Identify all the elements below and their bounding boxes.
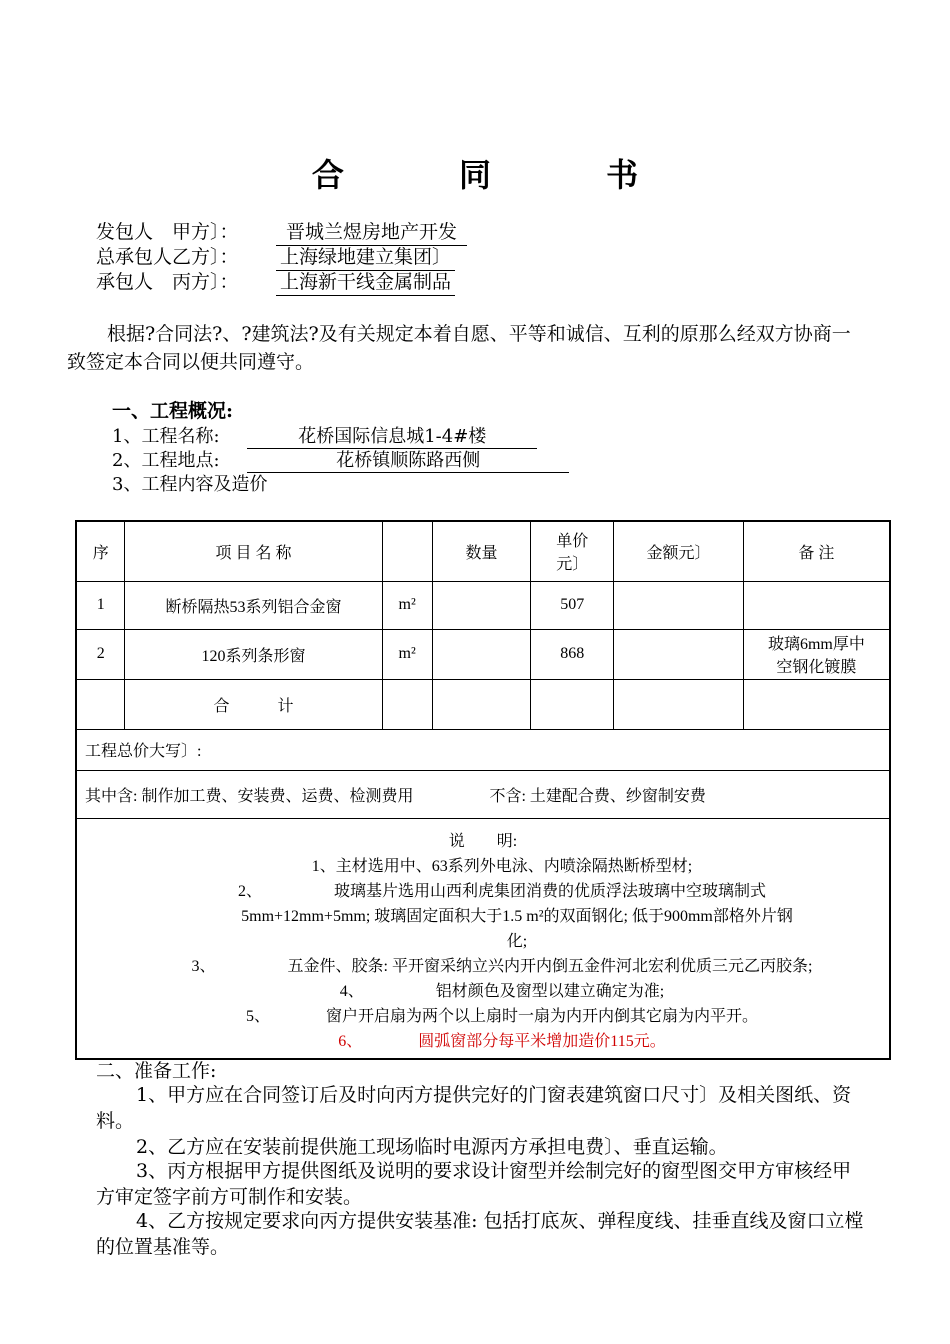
table-row: 2 120系列条形窗 m² 868 玻璃6mm厚中 空钢化镀膜 <box>76 629 890 679</box>
party-a-label: 发包人 甲方〕： <box>96 221 239 243</box>
total-label: 合 计 <box>125 679 382 729</box>
section2-p2: 2、乙方应在安装前提供施工现场临时电源丙方承担电费〕、垂直运输。 <box>136 1136 728 1158</box>
note-4: 4、 铝材颜色及窗型以建立确定为准; <box>339 982 665 1000</box>
project-name-value: 花桥国际信息城1-4#楼 <box>247 422 537 449</box>
note-5: 5、 窗户开启扇为两个以上扇时一扇为内开内倒其它扇为内平开。 <box>245 1007 758 1025</box>
table-header-row <box>76 521 890 581</box>
project-location-label: 2、工程地点: <box>112 450 220 471</box>
project-name-label: 1、工程名称: <box>112 426 220 447</box>
party-b-label: 总承包人乙方〕： <box>96 246 239 268</box>
note-3: 3、 五金件、胶条: 平开窗采纳立兴内开内倒五金件河北宏利优质三元乙丙胶条; <box>191 957 813 975</box>
header-qty: 数量 <box>432 521 531 581</box>
header-unit <box>382 521 432 581</box>
note-1: 1、主材选用中、63系列外电泳、内喷涂隔热断桥型材; <box>311 857 693 875</box>
party-c-label: 承包人 丙方〕： <box>96 271 239 293</box>
project-name-row <box>112 422 537 449</box>
excludes-text: 不含: 土建配合费、纱窗制安费 <box>489 787 706 805</box>
header-amount: 金额元〕 <box>614 521 744 581</box>
header-remark: 备 注 <box>743 521 890 581</box>
header-name: 项 目 名 称 <box>125 521 382 581</box>
section1-heading: 一、工程概况: <box>112 400 234 422</box>
section2-heading: 二、准备工作: <box>96 1060 217 1082</box>
header-seq: 序 <box>76 521 125 581</box>
notes-row: 说 明: 1、主材选用中、63系列外电泳、内喷涂隔热断桥型材; 2、 玻璃基片选用山西利虎集团消费的优质浮法玻璃中空玻璃制式 5mm+12mm+5mm; 玻璃固定面积大于1.5 m²的双面钢化; 低于900mm部格外片钢 化; 3、 五金件、胶条: 平开窗采纳立兴内开内倒五金件河北宏利优质三元乙丙胶条; 4、 铝材颜色及窗型以建立确定为准; 5、 窗户开启扇为两个以上扇时一扇为内开内倒其它扇为内平开。 6、 圆弧窗部分每平米增加造价115元。 <box>76 818 890 1059</box>
table-row: 1 断桥隔热53系列铝合金窗 m² 507 <box>76 581 890 629</box>
includes-row <box>76 770 890 818</box>
note-2: 2、 玻璃基片选用山西利虎集团消费的优质浮法玻璃中空玻璃制式 <box>237 882 766 900</box>
project-location-row <box>112 446 569 473</box>
section2-p3: 3、丙方根据甲方提供图纸及说明的要求设计窗型并绘制完好的窗型图交甲方审核经甲方审定签字前方可制作和安装。 <box>96 1160 852 1208</box>
note-6: 6、 圆弧窗部分每平米增加造价115元。 <box>338 1032 666 1050</box>
party-b-value: 上海绿地建立集团〕 <box>276 245 455 271</box>
document-title: 合 同 书 <box>311 156 691 194</box>
notes-title: 说 明: <box>448 832 518 850</box>
section2-p1: 1、甲方应在合同签订后及时向丙方提供完好的门窗表建筑窗口尺寸〕及相关图纸、资料。 <box>96 1084 852 1132</box>
table-total-row <box>76 679 890 729</box>
section2-p4: 4、乙方按规定要求向丙方提供安装基准: 包括打底灰、弹程度线、挂垂直线及窗口立樘的位置基准等。 <box>96 1210 864 1258</box>
total-upper-row <box>76 729 890 770</box>
price-table <box>75 520 891 1060</box>
party-c-value: 上海新干线金属制品 <box>276 270 455 296</box>
party-a-value: 晋城兰煜房地产开发 <box>276 220 467 246</box>
header-price: 单价 元〕 <box>531 521 614 581</box>
intro-paragraph: 根据?合同法?、?建筑法?及有关规定本着自愿、平等和诚信、互利的原那么经双方协商一致签定本合同以便共同遵守。 <box>67 323 851 373</box>
project-location-value: 花桥镇顺陈路西侧 <box>247 446 569 473</box>
includes-text: 其中含: 制作加工费、安装费、运费、检测费用 <box>85 787 414 805</box>
project-content-label: 3、工程内容及造价 <box>112 474 268 495</box>
total-upper-label: 工程总价大写〕: <box>76 729 890 770</box>
